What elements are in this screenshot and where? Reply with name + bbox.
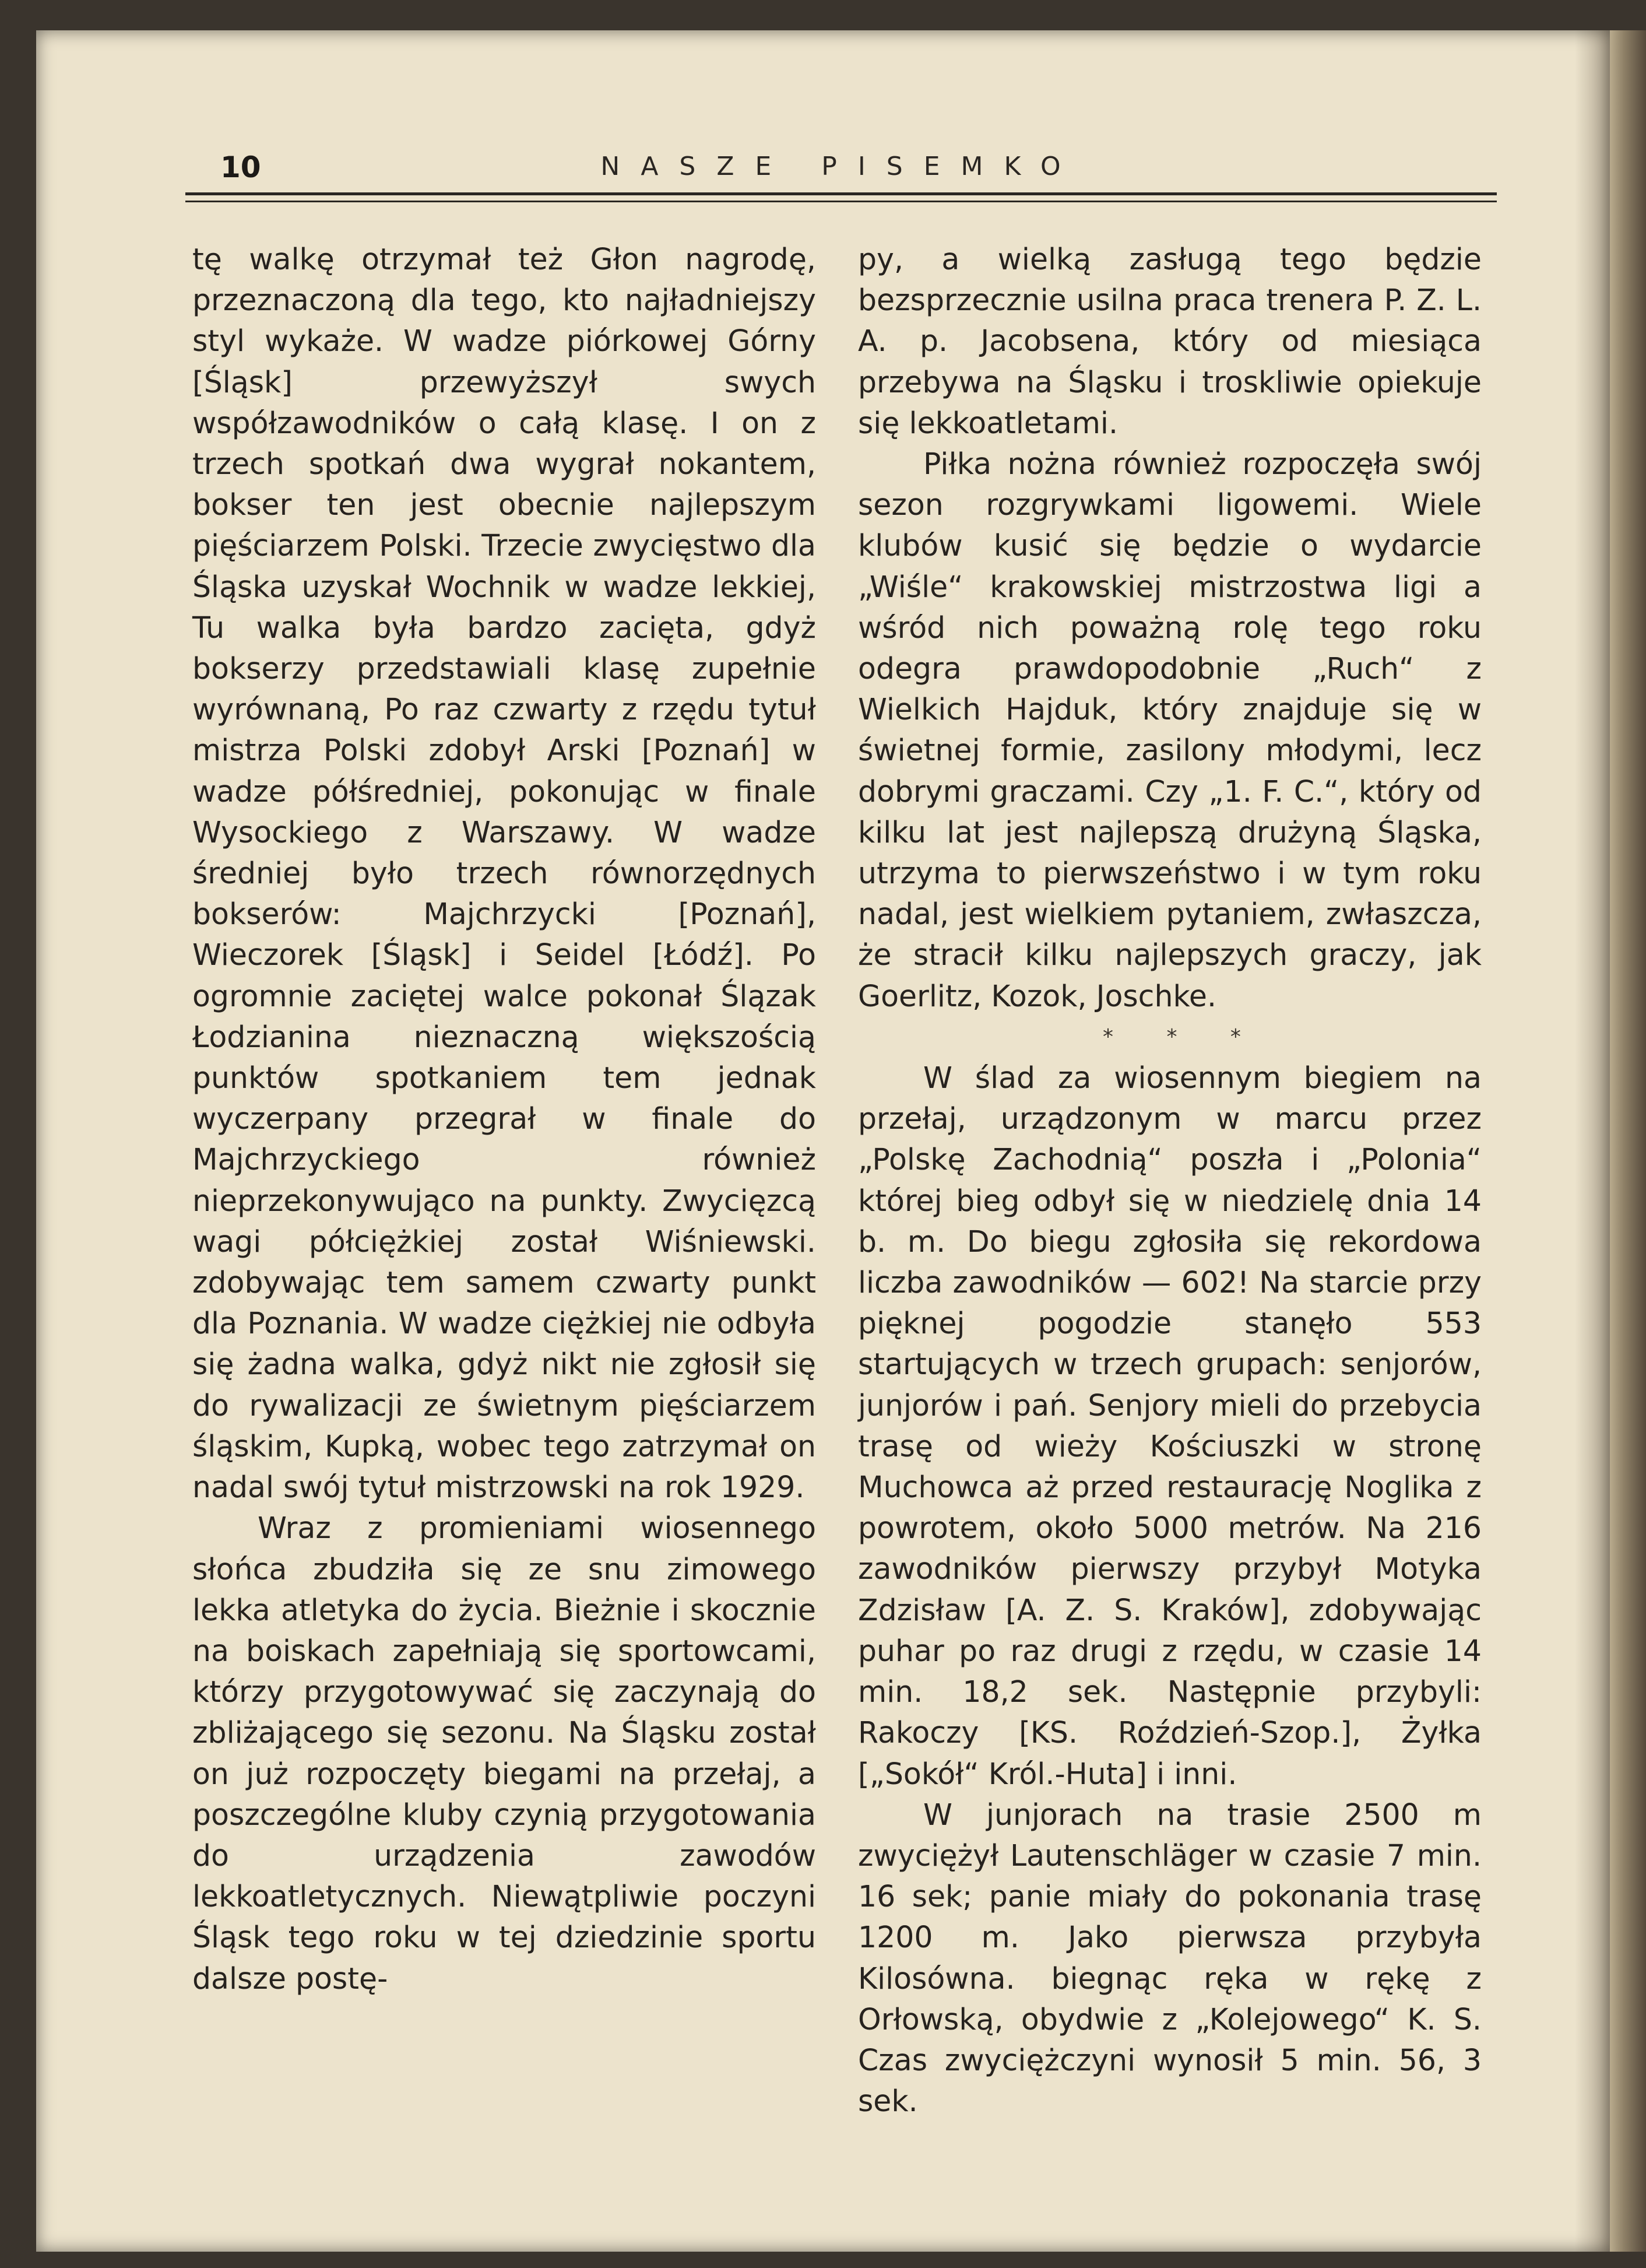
running-title: NASZE PISEMKO	[600, 152, 1082, 181]
section-separator: * * *	[1103, 1024, 1264, 1049]
page-edge	[1610, 30, 1646, 2252]
page-header	[185, 147, 1497, 194]
right-column	[858, 239, 1482, 2122]
page-number: 10	[220, 150, 261, 184]
paragraph-juniors: W junjorach na trasie 2500 m zwyciężył Lautenschläger w czasie 7 min. 16 sek; panie miały do pokonania trasę 1200 m. Jako pierwsza przybyła Kilosówna. biegnąc ręka w rękę z Orłowską, obydwie z „Kolejowego“ K. S. Czas zwyciężczyni wynosił 5 min. 56, 3 sek.	[858, 1797, 1482, 2119]
paragraph-boxing: tę walkę otrzymał też Głon nagrodę, przeznaczoną dla tego, kto najładniejszy styl wykaże. W wadze piórkowej Górny [Śląsk] przewyższył swych współzawodników o całą klasę. I on z trzech spotkań dwa wygrał nokantem, bokser ten jest obecnie najlepszym pięściarzem Polski. Trzecie zwycięstwo dla Śląska uzyskał Wochnik w wadze lekkiej, Tu walka była bardzo zacięta, gdyż bokserzy przedstawiali klasę zupełnie wyrównaną, Po raz czwarty z rzędu tytuł mistrza Polski zdobył Arski [Poznań] w wadze półśredniej, pokonując w finale Wysockiego z Warszawy. W wadze średniej było trzech równorzędnych bokserów: Majchrzycki [Poznań], Wieczorek [Śląsk] i Seidel [Łódź]. Po ogromnie zaciętej walce pokonał Ślązak Łodzianina nieznaczną większością punktów spotkaniem tem jednak wyczerpany przegrał w finale do Majchrzyckiego również nieprzekonywująco na punkty. Zwycięzcą wagi półciężkiej został Wiśniewski. zdobywając tem samem czwarty punkt dla Poznania. W wadze ciężkiej nie odbyła się żadna walka, gdyż nikt nie zgłosił się do rywalizacji ze świetnym pięściarzem śląskim, Kupką, wobec tego zatrzymał on nadal swój tytuł mistrzowski na rok 1929.	[192, 242, 816, 1505]
paragraph-athletics-cont: py, a wielką zasługą tego będzie bezsprzecznie usilna praca trenera P. Z. L. A. p. Jacobsena, który od miesiąca przebywa na Śląsku i troskliwie opiekuje się lekkoatletami.	[858, 242, 1482, 440]
header-rule-thick	[185, 192, 1497, 195]
paragraph-cross-country: W ślad za wiosennym biegiem na przełaj, urządzonym w marcu przez „Polskę Zachodnią“ poszła i „Polonia“ której bieg odbył się w niedzielę dnia 14 b. m. Do biegu zgłosiła się rekordowa liczba zawodników — 602! Na starcie przy pięknej pogodzie stanęło 553 startujących w trzech grupach: senjorów, junjorów i pań. Senjory mieli do przebycia trasę od wieży Kościuszki w stronę Muchowca aż przed restaurację Noglika z powrotem, około 5000 metrów. Na 216 zawodników pierwszy przybył Motyka Zdzisław [A. Z. S. Kraków], zdobywając puhar po raz drugi z rzędu, w czasie 14 min. 18,2 sek. Następnie przybyli: Rakoczy [KS. Roździeń-Szop.], Żyłka [„Sokół“ Król.-Huta] i inni.	[858, 1061, 1482, 1791]
paragraph-athletics: Wraz z promieniami wiosennego słońca zbudziła się ze snu zimowego lekka atletyka do życia. Bieżnie i skocznie na boiskach zapełniają się sportowcami, którzy przygotowywać się zaczynają do zbliżającego się sezonu. Na Śląsku został on już rozpoczęty biegami na przełaj, a poszczególne kluby czynią przygotowania do urządzenia zawodów lekkoatletycznych. Niewątpliwie poczyni Śląsk tego roku w tej dziedzinie sportu dalsze postę-	[192, 1511, 816, 1996]
paragraph-football: Piłka nożna również rozpoczęła swój sezon rozgrywkami ligowemi. Wiele klubów kusić się będzie o wydarcie „Wiśle“ krakowskiej mistrzostwa ligi a wśród nich poważną rolę tego roku odegra prawdopodobnie „Ruch“ z Wielkich Hajduk, który znajduje się w świetnej formie, zasilony młodymi, lecz dobrymi graczami. Czy „1. F. C.“, który od kilku lat jest najlepszą drużyną Śląska, utrzyma to pierwszeństwo i w tym roku nadal, jest wielkiem pytaniem, zwłaszcza, że stracił kilku najlepszych graczy, jak Goerlitz, Kozok, Joschke.	[858, 447, 1482, 1013]
header-rule-thin	[185, 201, 1497, 202]
left-column	[192, 239, 816, 1999]
